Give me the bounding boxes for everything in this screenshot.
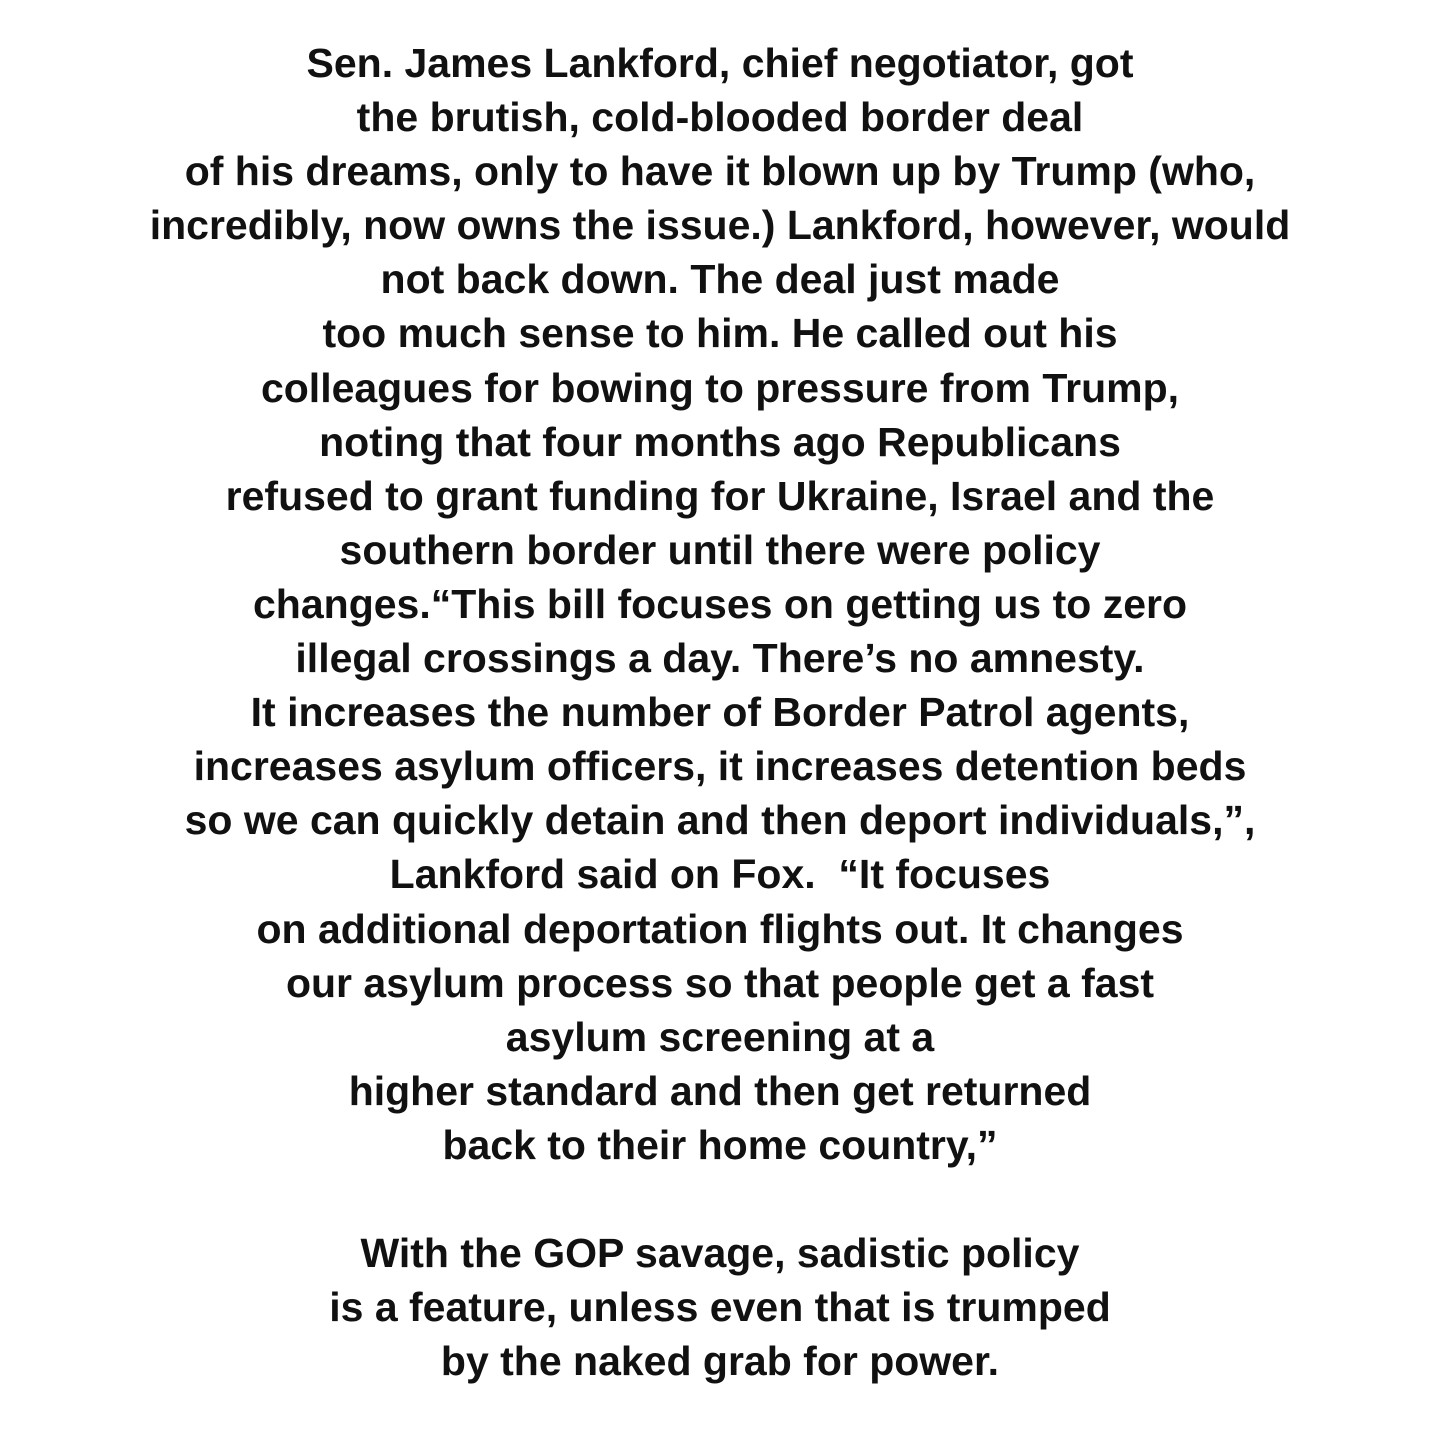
text-line: It increases the number of Border Patrol agents,: [250, 689, 1190, 736]
text-line: increases asylum officers, it increases detention beds: [193, 743, 1247, 790]
text-line: asylum screening at a: [505, 1013, 935, 1060]
text-line: back to their home country,”: [442, 1121, 998, 1168]
text-line: illegal crossings a day. There’s no amnesty.: [295, 635, 1145, 682]
text-line: Sen. James Lankford, chief negotiator, got: [306, 40, 1134, 86]
text-line: higher standard and then get returned: [348, 1067, 1092, 1114]
text-line: southern border until there were policy: [339, 526, 1101, 573]
document-text: [0, 36, 1440, 1388]
paragraph-lankford-quote: [0, 36, 1440, 1172]
paragraph-conclusion: [0, 1226, 1440, 1388]
text-line: noting that four months ago Republicans: [319, 418, 1121, 465]
text-line: so we can quickly detain and then deport individuals,”,: [184, 797, 1256, 844]
text-line: the brutish, cold-blooded border deal: [356, 94, 1084, 141]
text-line: of his dreams, only to have it blown up by Trump (who,: [184, 148, 1256, 195]
text-line: is a feature, unless even that is trumped: [329, 1284, 1111, 1331]
text-line: changes.“This bill focuses on getting us to zero: [253, 580, 1187, 627]
text-line: on additional deportation flights out. It changes: [256, 905, 1184, 952]
text-line: refused to grant funding for Ukraine, Israel and the: [225, 472, 1215, 519]
text-line: by the naked grab for power.: [440, 1338, 1000, 1385]
text-line: our asylum process so that people get a fast: [285, 959, 1155, 1006]
text-line: not back down. The deal just made: [380, 256, 1060, 303]
text-line: With the GOP savage, sadistic policy: [360, 1229, 1080, 1276]
text-line: too much sense to him. He called out his: [322, 310, 1118, 357]
text-line: incredibly, now owns the issue.) Lankford, however, would: [149, 202, 1291, 249]
text-line: colleagues for bowing to pressure from Trump,: [260, 364, 1180, 411]
text-line: Lankford said on Fox. “It focuses: [389, 851, 1051, 898]
paragraph-gap: [0, 1172, 1440, 1226]
